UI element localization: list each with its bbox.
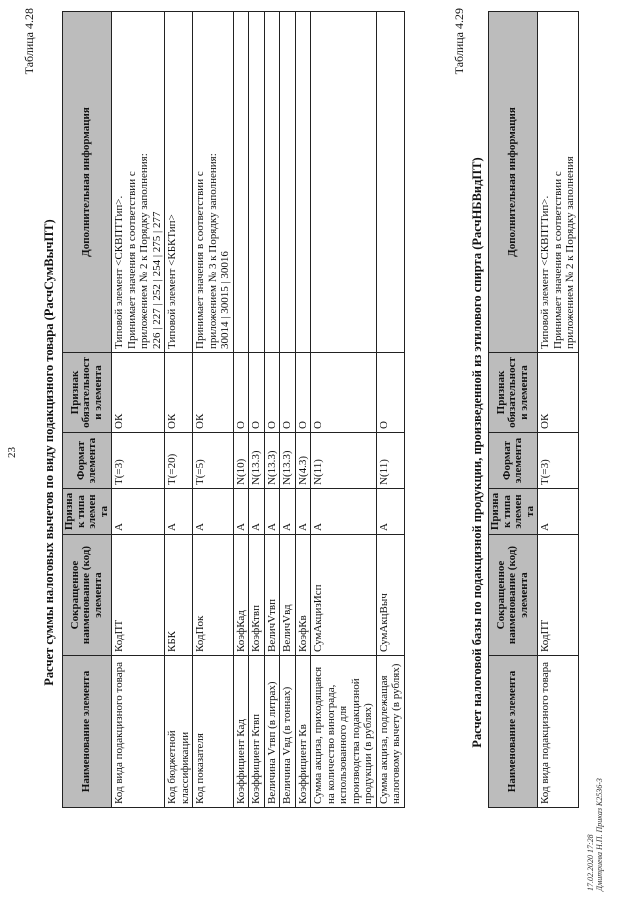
element-format-cell: N(13.3) — [249, 433, 265, 489]
element-required-cell: О — [280, 353, 296, 433]
additional-info-cell — [193, 12, 234, 353]
element-format-cell: T(=5) — [193, 433, 234, 489]
table-header-row — [63, 12, 112, 808]
info-line: Типовой элемент <СКВПТТип>. — [113, 195, 125, 349]
table-row — [165, 12, 193, 808]
element-name-cell: Величина Vвд (в тоннах) — [280, 656, 296, 808]
info-line: Типовой элемент <СКВПТТип>. — [539, 195, 551, 349]
table-row — [280, 12, 296, 808]
additional-info-cell — [311, 12, 377, 353]
page-number: 23 — [6, 447, 18, 458]
element-type-cell: А — [311, 489, 377, 535]
element-type-cell: А — [538, 489, 579, 535]
info-line: приложением № 3 к Порядку заполнения: — [206, 153, 219, 349]
element-format-cell: T(=3) — [538, 433, 579, 489]
element-required-cell: ОК — [193, 353, 234, 433]
table-row — [295, 12, 311, 808]
column-header: Наименование элемента — [489, 656, 538, 808]
elements-table — [488, 11, 579, 808]
element-name-cell: Код бюджетной классификации — [165, 656, 193, 808]
element-type-cell: А — [165, 489, 193, 535]
element-name-cell: Коэффициент Ктвп — [249, 656, 265, 808]
element-type-cell: А — [280, 489, 296, 535]
column-header: Формат элемента — [63, 433, 112, 489]
table-row — [233, 12, 249, 808]
column-header: Дополнительная информация — [489, 12, 538, 353]
additional-info-cell — [264, 12, 280, 353]
element-format-cell: T(=20) — [165, 433, 193, 489]
element-type-cell: А — [295, 489, 311, 535]
element-code-cell: КБК — [165, 535, 193, 656]
table-row — [376, 12, 404, 808]
info-line: Принимает значения в соответствии с — [194, 171, 206, 349]
column-header: Признак типа элемента — [489, 489, 538, 535]
additional-info-cell — [112, 12, 165, 353]
element-format-cell: N(13.3) — [280, 433, 296, 489]
element-required-cell: ОК — [538, 353, 579, 433]
column-header: Признак обязательности элемента — [489, 353, 538, 433]
element-code-cell: ВеличVвд — [280, 535, 296, 656]
element-name-cell: Код показателя — [193, 656, 234, 808]
element-code-cell: СумАкцВыч — [376, 535, 404, 656]
table-row — [249, 12, 265, 808]
element-format-cell: N(11) — [311, 433, 377, 489]
element-name-cell: Сумма акциза, подлежащая налоговому вычету (в рублях) — [376, 656, 404, 808]
element-name-cell: Сумма акциза, приходящаяся на количество винограда, использованного для производства подакцизной продукции (в рублях) — [311, 656, 377, 808]
element-type-cell: А — [193, 489, 234, 535]
element-code-cell: КодПТ — [112, 535, 165, 656]
element-code-cell: КоэфКтвп — [249, 535, 265, 656]
additional-info-cell — [538, 12, 579, 353]
additional-info-cell — [280, 12, 296, 353]
table-header-row — [489, 12, 538, 808]
element-type-cell: А — [112, 489, 165, 535]
element-name-cell: Код вида подакцизного товара — [112, 656, 165, 808]
column-header: Наименование элемента — [63, 656, 112, 808]
additional-info-cell — [295, 12, 311, 353]
element-name-cell: Коэффициент Кв — [295, 656, 311, 808]
element-required-cell: О — [295, 353, 311, 433]
element-required-cell: О — [249, 353, 265, 433]
element-code-cell: ВеличVтвп — [264, 535, 280, 656]
table-label: Таблица 4.29 — [452, 8, 466, 75]
element-code-cell: КодПТ — [538, 535, 579, 656]
element-type-cell: А — [264, 489, 280, 535]
info-line: приложением № 2 к Порядку заполнения — [564, 156, 576, 349]
element-name-cell: Коэффициент Кад — [233, 656, 249, 808]
element-type-cell: А — [376, 489, 404, 535]
element-type-cell: А — [249, 489, 265, 535]
table-title: Расчет налоговой базы по подакцизной продукции, произведенной из этилового спирта (РасчНБВидПТ) — [470, 157, 484, 748]
table-row — [112, 12, 165, 808]
info-line: 30014 | 30015 | 30016 — [219, 251, 231, 349]
element-format-cell: N(10) — [233, 433, 249, 489]
info-line: приложением № 2 к Порядку заполнения: — [138, 153, 150, 349]
additional-info-cell — [165, 12, 193, 353]
column-header: Признак типа элемента — [63, 489, 112, 535]
element-code-cell: СумАкцизИсп — [311, 535, 377, 656]
column-header: Формат элемента — [489, 433, 538, 489]
element-format-cell: T(=3) — [112, 433, 165, 489]
element-required-cell: О — [233, 353, 249, 433]
table-row — [193, 12, 234, 808]
table-label: Таблица 4.28 — [22, 8, 36, 75]
info-line: Типовой элемент <КБКТип> — [166, 214, 178, 349]
info-line: Принимает значения в соответствии с — [125, 171, 138, 349]
element-required-cell: ОК — [165, 353, 193, 433]
element-required-cell: О — [376, 353, 404, 433]
element-required-cell: ОК — [112, 353, 165, 433]
element-required-cell: О — [311, 353, 377, 433]
table-row — [538, 12, 579, 808]
stamp-line: 17.02.2020 17:28 — [586, 834, 595, 891]
info-line: 226 | 227 | 252 | 254 | 275 | 277 — [150, 211, 163, 349]
stamp-line: Дмитриева Н.П. Приказ К2536-3 — [595, 778, 604, 891]
column-header: Сокращенное наименование (код) элемента — [63, 535, 112, 656]
element-code-cell: КоэфКад — [233, 535, 249, 656]
element-code-cell: КодПок — [193, 535, 234, 656]
element-format-cell: N(13.3) — [264, 433, 280, 489]
column-header: Дополнительная информация — [63, 12, 112, 353]
element-required-cell: О — [264, 353, 280, 433]
info-line: Принимает значения в соответствии с — [551, 171, 564, 349]
element-code-cell: КоэфКв — [295, 535, 311, 656]
column-header: Признак обязательности элемента — [63, 353, 112, 433]
additional-info-cell — [249, 12, 265, 353]
element-format-cell: N(4.3) — [295, 433, 311, 489]
additional-info-cell — [233, 12, 249, 353]
element-name-cell: Величина Vтвп (в литрах) — [264, 656, 280, 808]
element-name-cell: Код вида подакцизного товара — [538, 656, 579, 808]
table-row — [311, 12, 377, 808]
element-format-cell: N(11) — [376, 433, 404, 489]
table-row — [264, 12, 280, 808]
table-title: Расчет суммы налоговых вычетов по виду подакцизного товара (РасчСумВычПТ) — [42, 219, 56, 686]
elements-table — [62, 11, 405, 808]
column-header: Сокращенное наименование (код) элемента — [489, 535, 538, 656]
element-type-cell: А — [233, 489, 249, 535]
registration-stamp — [586, 778, 604, 891]
additional-info-cell — [376, 12, 404, 353]
